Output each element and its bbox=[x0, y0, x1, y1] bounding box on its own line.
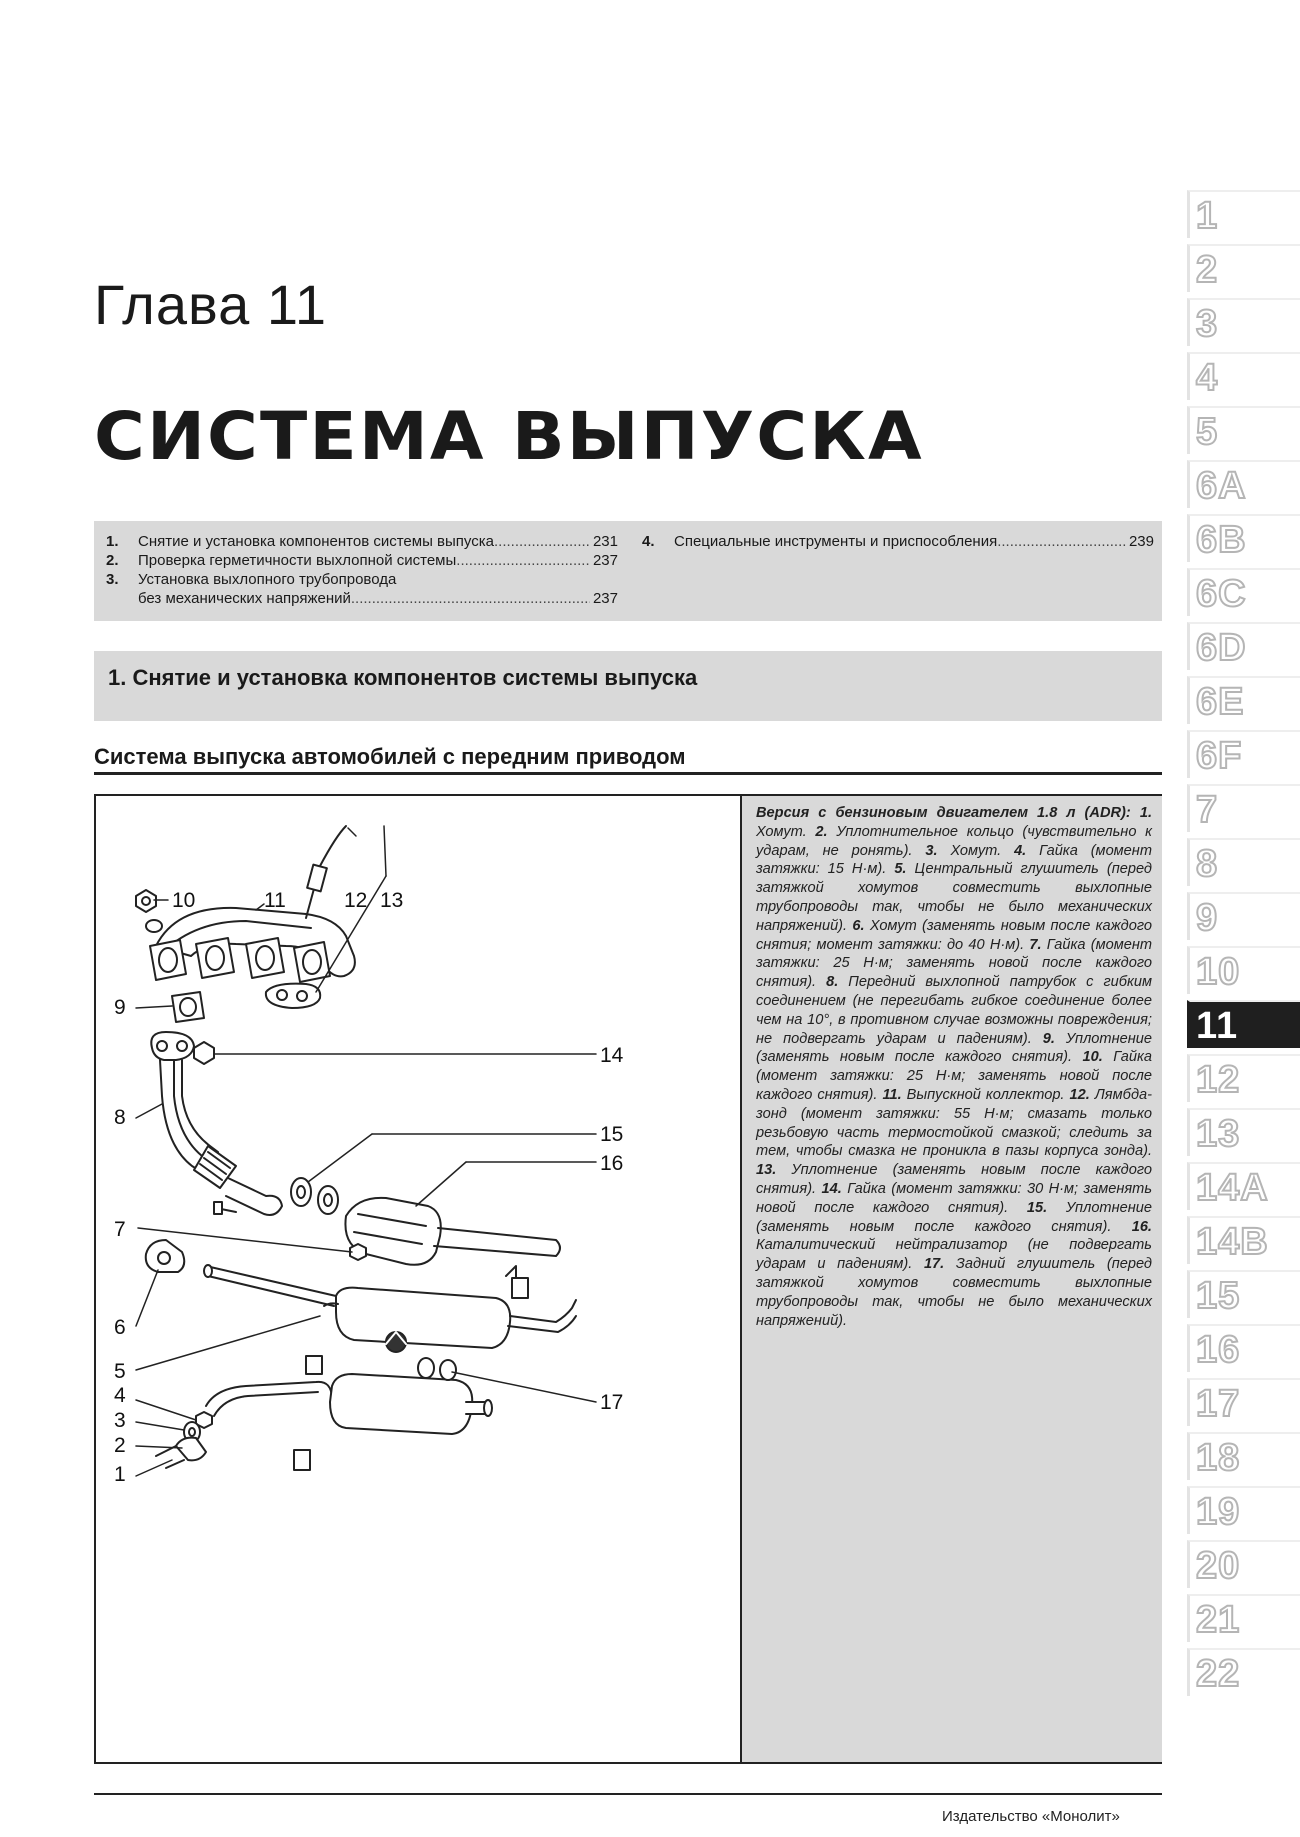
watermark-logo bbox=[386, 1332, 406, 1352]
legend-num: 17. bbox=[923, 1256, 945, 1273]
part-14-nut bbox=[194, 1042, 214, 1064]
legend-num: 11. bbox=[882, 1086, 902, 1103]
chapter-tab-6f[interactable]: 6F bbox=[1187, 730, 1300, 778]
legend-desc: Уплотнение (заменять новым после каждого снятия). bbox=[756, 1199, 1152, 1235]
toc-text: Установка выхлопного трубопровода bbox=[138, 571, 397, 588]
legend-desc: Уплотнение (заменять новым после каждого снятия). bbox=[756, 1030, 1152, 1066]
toc-num: 4. bbox=[642, 533, 655, 550]
legend-desc: Гайка (момент затяжки: 25 Н·м; заменять новой после каждого снятия). bbox=[756, 936, 1153, 991]
legend-text bbox=[756, 804, 1152, 1330]
legend-panel bbox=[740, 796, 1162, 1762]
toc-page: 237 bbox=[592, 590, 618, 607]
toc-item[interactable] bbox=[642, 533, 1154, 550]
callout-3: 3 bbox=[114, 1409, 126, 1432]
part-11-exhaust-manifold bbox=[150, 908, 355, 982]
toc-item[interactable] bbox=[106, 590, 618, 607]
toc-text: Проверка герметичности выхлопной системы bbox=[138, 552, 457, 569]
legend-num: 5. bbox=[894, 861, 907, 878]
chapter-contents bbox=[94, 521, 1162, 621]
legend-num: 10. bbox=[1082, 1049, 1103, 1066]
footer-rule bbox=[94, 1793, 1162, 1795]
chapter-tab-16[interactable]: 16 bbox=[1187, 1324, 1300, 1372]
legend-desc: Центральный глушитель (перед затяжкой хомутов совместить выхлопные трубопроводы так, чтобы не было механических напряжений). bbox=[756, 861, 1152, 934]
legend-desc: Передний выхлопной патрубок с гибким соединением (не перегибать гибкое соединение более чем на 10°, в противном случае возможны повреждения; не подвергать ударам и падениям). bbox=[756, 974, 1152, 1047]
callout-11: 11 bbox=[264, 889, 286, 912]
part-5-center-muffler bbox=[204, 1265, 576, 1470]
legend-num: 7. bbox=[1029, 936, 1042, 953]
chapter-tab-2[interactable]: 2 bbox=[1187, 244, 1300, 292]
chapter-tab-7[interactable]: 7 bbox=[1187, 784, 1300, 832]
toc-item[interactable] bbox=[106, 533, 618, 550]
chapter-tab-21[interactable]: 21 bbox=[1187, 1594, 1300, 1642]
chapter-tab-1[interactable]: 1 bbox=[1187, 190, 1300, 238]
legend-num: 8. bbox=[826, 974, 839, 991]
part-9-gasket bbox=[172, 992, 204, 1022]
chapter-tab-12[interactable]: 12 bbox=[1187, 1054, 1300, 1102]
chapter-tab-17[interactable]: 17 bbox=[1187, 1378, 1300, 1426]
chapter-tab-20[interactable]: 20 bbox=[1187, 1540, 1300, 1588]
toc-page: 231 bbox=[592, 533, 618, 550]
toc-text: Специальные инструменты и приспособления bbox=[674, 533, 998, 550]
chapter-tab-15[interactable]: 15 bbox=[1187, 1270, 1300, 1318]
legend-desc: Каталитический нейтрализатор (не подвергать ударам и падениям). bbox=[756, 1237, 1152, 1273]
toc-leader bbox=[997, 533, 1126, 550]
legend-desc: Уплотнение (заменять новым после каждого снятия). bbox=[756, 1162, 1152, 1197]
legend-num: 2. bbox=[815, 823, 828, 840]
chapter-tab-6b[interactable]: 6B bbox=[1187, 514, 1300, 562]
part-10-nut bbox=[136, 890, 162, 932]
subsection-title: Система выпуска автомобилей с передним приводом bbox=[94, 744, 686, 769]
legend-desc: Гайка (момент затяжки: 30 Н·м; заменять новой после каждого снятия). bbox=[756, 1180, 1153, 1216]
callout-12: 12 bbox=[344, 889, 368, 912]
legend-desc: Хомут. bbox=[950, 842, 1002, 859]
chapter-tab-22[interactable]: 22 bbox=[1187, 1648, 1300, 1696]
toc-num: 1. bbox=[106, 533, 119, 550]
toc-text: Снятие и установка компонентов системы выпуска bbox=[138, 533, 494, 550]
chapter-tab-11[interactable]: 11 bbox=[1187, 1000, 1300, 1048]
subsection-rule bbox=[94, 772, 1162, 775]
chapter-label: Глава 11 bbox=[94, 273, 327, 336]
chapter-tab-14a[interactable]: 14A bbox=[1187, 1162, 1300, 1210]
callout-10: 10 bbox=[172, 889, 196, 912]
part-15-gasket bbox=[291, 1178, 338, 1214]
chapter-tab-6d[interactable]: 6D bbox=[1187, 622, 1300, 670]
part-8-front-pipe bbox=[151, 1032, 282, 1215]
callout-6: 6 bbox=[114, 1316, 126, 1339]
callout-1: 1 bbox=[114, 1463, 126, 1486]
chapter-tab-6e[interactable]: 6E bbox=[1187, 676, 1300, 724]
chapter-tab-8[interactable]: 8 bbox=[1187, 838, 1300, 886]
callout-9: 9 bbox=[114, 996, 126, 1019]
chapter-tab-9[interactable]: 9 bbox=[1187, 892, 1300, 940]
toc-num bbox=[106, 590, 138, 607]
legend-desc: Гайка (момент затяжки: 15 Н·м). bbox=[756, 842, 1152, 878]
legend-desc: Уплотнительное кольцо (чувствительно к ударам, не ронять). bbox=[756, 823, 1152, 859]
section-header bbox=[94, 651, 1162, 721]
legend-desc: Хомут (заменять новым после каждого снятия; момент затяжки: до 40 Н·м). bbox=[756, 917, 1152, 953]
legend-num: 16. bbox=[1131, 1218, 1152, 1235]
toc-num: 3. bbox=[106, 571, 119, 588]
callout-15: 15 bbox=[600, 1123, 624, 1146]
callout-16: 16 bbox=[600, 1152, 624, 1175]
chapter-tab-10[interactable]: 10 bbox=[1187, 946, 1300, 994]
toc-text: без механических напряжений bbox=[138, 590, 351, 607]
toc-page: 239 bbox=[1128, 533, 1154, 550]
callout-8: 8 bbox=[114, 1106, 126, 1129]
chapter-tab-18[interactable]: 18 bbox=[1187, 1432, 1300, 1480]
toc-leader bbox=[351, 590, 590, 607]
legend-num: 14. bbox=[821, 1180, 842, 1197]
chapter-tab-6a[interactable]: 6A bbox=[1187, 460, 1300, 508]
chapter-tab-3[interactable]: 3 bbox=[1187, 298, 1300, 346]
legend-num: 1. bbox=[1139, 805, 1153, 821]
toc-leader bbox=[494, 533, 590, 550]
publisher-credit: Издательство «Монолит» bbox=[942, 1808, 1120, 1825]
chapter-tab-5[interactable]: 5 bbox=[1187, 406, 1300, 454]
legend-desc: Выпускной коллектор. bbox=[906, 1086, 1065, 1103]
callout-7: 7 bbox=[114, 1218, 126, 1241]
legend-num: 15. bbox=[1026, 1199, 1048, 1216]
chapter-tab-13[interactable]: 13 bbox=[1187, 1108, 1300, 1156]
legend-desc: Гайка (момент затяжки: 25 Н·м; заменять новой после каждого снятия). bbox=[756, 1049, 1152, 1103]
toc-page: 237 bbox=[592, 552, 618, 569]
legend-num: 6. bbox=[852, 917, 865, 934]
callout-14: 14 bbox=[600, 1044, 624, 1067]
legend-num: 3. bbox=[925, 842, 938, 859]
callout-17: 17 bbox=[600, 1391, 624, 1414]
part-6-clamp bbox=[146, 1240, 185, 1272]
callout-2: 2 bbox=[114, 1434, 126, 1457]
legend-num: 13. bbox=[756, 1162, 777, 1179]
legend-num: 12. bbox=[1069, 1086, 1090, 1103]
toc-leader bbox=[456, 552, 590, 569]
chapter-title: СИСТЕМА ВЫПУСКА bbox=[94, 398, 924, 475]
section-title: 1. Снятие и установка компонентов системы выпуска bbox=[108, 665, 698, 690]
toc-item[interactable] bbox=[106, 552, 618, 569]
legend-desc: Лямбда-зонд (момент затяжки: 55 Н·м; смазать только резьбовую часть термостойкой смазкой; следить за тем, чтобы смазка не проникла в пазы корпуса зонда). bbox=[756, 1086, 1152, 1160]
chapter-tab-14b[interactable]: 14B bbox=[1187, 1216, 1300, 1264]
callout-13: 13 bbox=[380, 889, 404, 912]
part-12-lambda-probe bbox=[306, 826, 346, 918]
toc-num: 2. bbox=[106, 552, 119, 569]
callout-5: 5 bbox=[114, 1360, 126, 1383]
legend-desc: Задний глушитель (перед затяжкой хомутов совместить выхлопные трубопроводы так, чтобы не было механических напряжений). bbox=[756, 1256, 1153, 1329]
part-17-rear-muffler bbox=[206, 1356, 492, 1434]
parts-1-4-clamp-set bbox=[156, 1412, 212, 1468]
chapter-tab-19[interactable]: 19 bbox=[1187, 1486, 1300, 1534]
chapter-tab-4[interactable]: 4 bbox=[1187, 352, 1300, 400]
legend-num: 9. bbox=[1042, 1030, 1055, 1047]
part-13-gasket bbox=[266, 984, 320, 1008]
callout-4: 4 bbox=[114, 1384, 126, 1407]
toc-item[interactable] bbox=[106, 571, 618, 588]
legend-num: 4. bbox=[1014, 842, 1027, 859]
chapter-tab-6c[interactable]: 6C bbox=[1187, 568, 1300, 616]
legend-desc: Хомут. bbox=[756, 823, 807, 840]
part-16-catalytic-converter bbox=[345, 1198, 560, 1265]
legend-heading: Версия с бензиновым двигателем 1.8 л (ADR): bbox=[756, 805, 1131, 821]
exhaust-system-diagram bbox=[96, 796, 740, 1762]
